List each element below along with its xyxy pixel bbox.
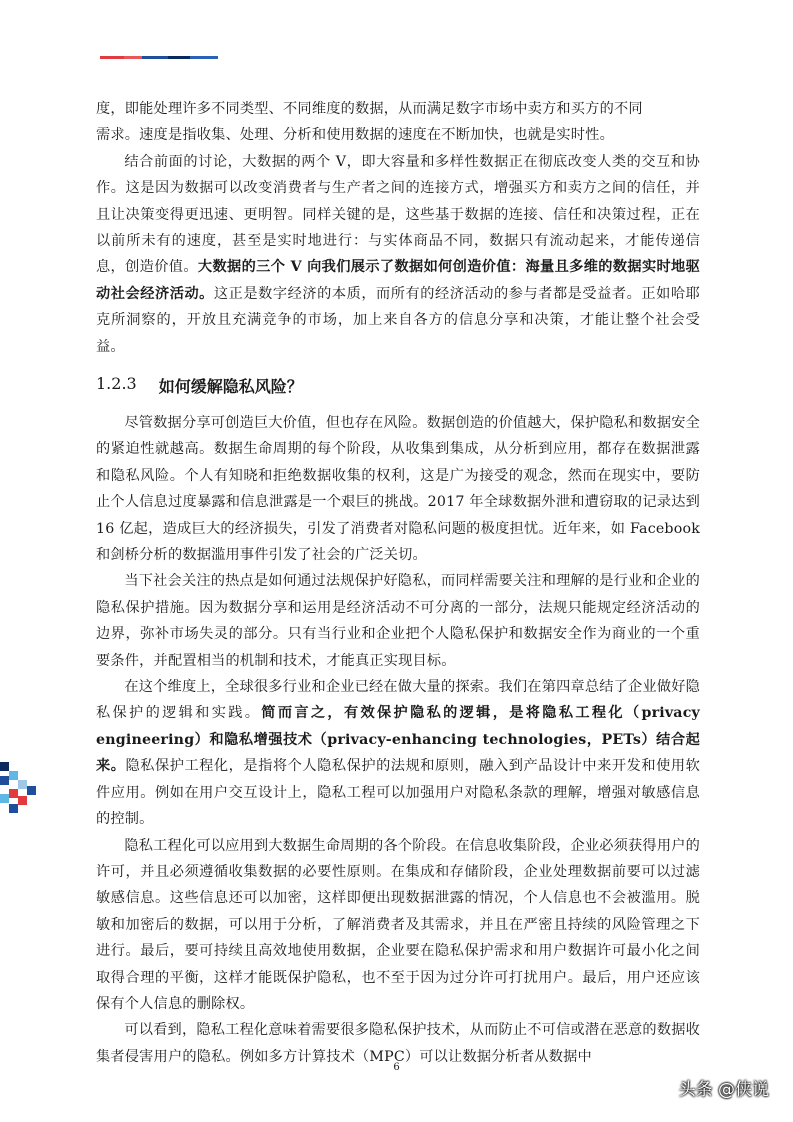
p5-bold: 简而言之，有效保护隐私的逻辑，是将隐私工程化（privacy engineering）和隐私增强技术（privacy-enhancing technologies，PETs）结合起来。 — [96, 705, 700, 775]
p2-bold: 大数据的三个 V 向我们展示了数据如何创造价值：海量且多维的数据实时地驱动社会经济活动。 — [96, 259, 701, 302]
line-1: 度，即能处理许多不同类型、不同维度的数据，从而满足数字市场中卖方和买方的不同 — [96, 101, 643, 117]
paragraph-6: 隐私工程化可以应用到大数据生命周期的各个阶段。在信息收集阶段，企业必须获得用户的许可，并且必须遵循收集数据的必要性原则。在集成和存储阶段，企业处理数据前要可以过滤敏感信息。这些信息还可以加密，这样即便出现数据泄露的情况，个人信息也不会被滥用。脱敏和加密后的数据，可以用于分析，了解消费者及其需求，并且在严密且持续的风险管理之下进行。最后，要可持续且高效地使用数据，企业要在隐私保护需求和用户数据许可最小化之间取得合理的平衡，这样才能既保护隐私，也不至于因为过分许可打扰用户。最后，用户还应该保有个人信息的删除权。 — [96, 837, 700, 1012]
header-color-bar — [100, 56, 218, 59]
section-title: 如何缓解隐私风险？ — [158, 377, 303, 396]
pixel-mosaic-decoration — [0, 762, 36, 814]
bar-seg — [168, 56, 190, 59]
text-block-main — [96, 410, 700, 1070]
bar-seg — [190, 56, 218, 59]
page-number: 6 — [393, 1062, 400, 1073]
text-block-top — [96, 96, 700, 360]
section-number: 1.2.3 — [96, 374, 137, 393]
paragraph-7: 可以看到，隐私工程化意味着需要很多隐私保护技术，从而防止不可信或潜在恶意的数据收集者侵害用户的隐私。例如多方计算技术（MPC）可以让数据分析者从数据中 — [96, 1022, 700, 1065]
bar-seg — [124, 56, 142, 59]
paragraph-5 — [96, 674, 700, 832]
paragraph-4: 当下社会关注的热点是如何通过法规保护好隐私，而同样需要关注和理解的是行业和企业的隐私保护措施。因为数据分享和运用是经济活动不可分离的一部分，法规只能规定经济活动的边界，弥补市场失灵的部分。只有当行业和企业把个人隐私保护和数据安全作为商业的一个重要条件，并配置相当的机制和技术，才能真正实现目标。 — [96, 573, 700, 669]
p2-text-a: 结合前面的讨论，大数据的两个 V，即大容量和多样性数据正在彻底改变人类的交互和协作。这是因为数据可以改变消费者与生产者之间的连接方式，增强买方和卖方之间的信任，并且让决策变得更迅速、更明智。同样关键的是，这些基于数据的连接、信任和决策过程，正在以前所未有的速度，甚至是实时地进行：与实体商品不同，数据只有流动起来，才能传递信息，创造价值。 — [96, 153, 700, 276]
p5-text-b: 隐私保护工程化，是指将个人隐私保护的法规和原则，融入到产品设计中来开发和使用软件应用。例如在用户交互设计上，隐私工程可以加强用户对隐私条款的理解，增强对敏感信息的控制。 — [96, 758, 700, 828]
p5-text-a: 在这个维度上，全球很多行业和企业已经在做大量的探索。我们在第四章总结了企业做好隐私保护的逻辑和实践。 — [96, 679, 700, 722]
paragraph-2 — [96, 149, 700, 360]
watermark: 头条 @侠说 — [678, 1080, 769, 1100]
bar-seg — [142, 56, 168, 59]
line-2: 需求。速度是指收集、处理、分析和使用数据的速度在不断加快，也就是实时性。 — [96, 127, 614, 144]
paragraph-3: 尽管数据分享可创造巨大价值，但也存在风险。数据创造的价值越大，保护隐私和数据安全的紧迫性就越高。数据生命周期的每个阶段，从收集到集成，从分析到应用，都存在数据泄露和隐私风险。个人有知晓和拒绝数据收集的权利，这是广为接受的观念，然而在现实中，要防止个人信息过度暴露和信息泄露是一个艰巨的挑战。2017 年全球数据外泄和遭窃取的记录达到 16 亿起，造成巨大的经济损失，引发了消费者对隐私问题的极度担忧。近年来，如 Facebook 和剑桥分析的数据滥用事件引发了社会的广泛关切。 — [96, 415, 700, 564]
section-heading — [96, 374, 303, 397]
bar-seg — [100, 56, 124, 59]
p2-text-b: 这正是数字经济的本质，而所有的经济活动的参与者都是受益者。正如哈耶克所洞察的，开放且充满竞争的市场，加上来自各方的信息分享和决策，才能让整个社会受益。 — [96, 285, 700, 355]
